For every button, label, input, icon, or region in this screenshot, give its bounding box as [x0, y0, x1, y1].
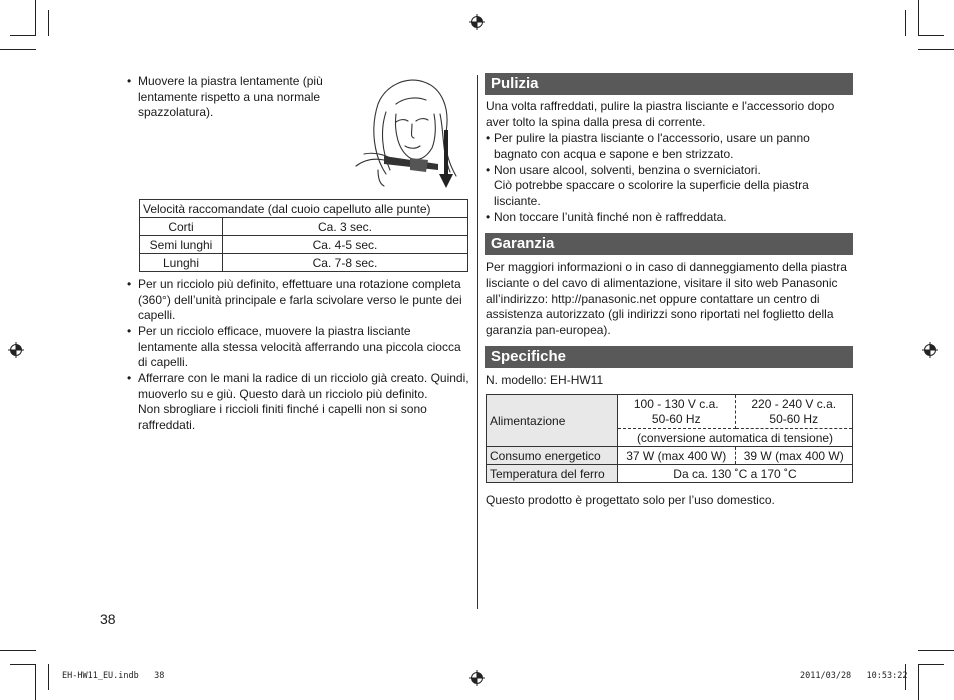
time-cell: Ca. 3 sec. — [223, 218, 468, 236]
model-number: N. modello: EH-HW11 — [486, 373, 604, 387]
tips-bullet-list — [127, 277, 470, 433]
section-heading-garanzia: Garanzia — [485, 233, 853, 255]
list-item-note: Non sbrogliare i riccioli finiti finché i capelli non si sono raffreddati. — [138, 402, 427, 432]
speed-table — [139, 199, 468, 272]
list-item-text: Non usare alcool, solventi, benzina o sverniciatori. — [494, 162, 761, 177]
time-cell: Ca. 7-8 sec. — [223, 254, 468, 272]
voltage-cell-a — [618, 395, 736, 429]
pulizia-intro: Una volta raffreddati, pulire la piastra lisciante e l'accessorio dopo aver tolto la spina dalla presa di corrente. — [486, 99, 835, 129]
list-item: • Per un ricciolo efficace, muovere la piastra lisciante lentamente alla stessa velocità afferrando una piccola ciocca di capelli. — [127, 324, 470, 371]
list-item: • Per pulire la piastra lisciante o l'accessorio, usare un panno bagnato con acqua e sapone e ben strizzato. — [486, 131, 852, 163]
intro-bullet: • Muovere la piastra lentamente (più lentamente rispetto a una normale spazzolatura). — [127, 74, 335, 121]
consumption-a: 37 W (max 400 W) — [618, 447, 736, 465]
section-heading-pulizia: Pulizia — [485, 73, 853, 95]
intro-bullet-list — [127, 74, 335, 121]
voltage-range-a: 100 - 130 V c.a. — [633, 396, 719, 411]
temperature-value: Da ca. 130 ˚C a 170 ˚C — [618, 465, 853, 483]
spec-label-consumo: Consumo energetico — [487, 447, 618, 465]
registration-mark-icon — [469, 670, 485, 686]
registration-mark-icon — [8, 342, 24, 358]
section-heading-specifiche: Specifiche — [485, 346, 853, 368]
auto-conversion-note: (conversione automatica di tensione) — [618, 429, 853, 447]
domestic-use-note: Questo prodotto è progettato solo per l’uso domestico. — [486, 493, 775, 507]
hair-length-cell: Semi lunghi — [140, 236, 223, 254]
spec-label-alimentazione: Alimentazione — [487, 395, 618, 447]
table-row — [487, 447, 853, 465]
voltage-range-b: 220 - 240 V c.a. — [751, 396, 837, 411]
footer-timestamp: 2011/03/28 10:53:22 — [800, 671, 908, 681]
frequency-b: 50-60 Hz — [769, 411, 819, 426]
frequency-a: 50-60 Hz — [651, 411, 701, 426]
pulizia-bullet-list — [486, 131, 852, 226]
column-divider — [477, 75, 478, 609]
time-cell: Ca. 4-5 sec. — [223, 236, 468, 254]
table-row — [140, 236, 468, 254]
garanzia-text: Per maggiori informazioni o in caso di danneggiamento della piastra lisciante o del cavo di alimentazione, visitare il sito web Panasonic all’indirizzo: http://panasonic.net oppure contattare un centro di assistenza autorizzato (gli indirizzi sono riportati nel foglietto della garanzia pan-europea). — [486, 260, 847, 338]
footer-file-name: EH-HW11_EU.indb 38 — [62, 671, 165, 681]
table-row — [140, 218, 468, 236]
table-row — [487, 465, 853, 483]
table-row — [487, 395, 853, 429]
list-item — [127, 371, 470, 433]
list-item-note: Ciò potrebbe spaccare o scolorire la superficie della piastra lisciante. — [494, 178, 809, 209]
hair-length-cell: Lunghi — [140, 254, 223, 272]
speed-table-header: Velocità raccomandate (dal cuoio capelluto alle punte) — [140, 200, 468, 218]
hair-length-cell: Corti — [140, 218, 223, 236]
registration-mark-icon — [469, 14, 485, 30]
registration-mark-icon — [922, 342, 938, 358]
list-item: • Non toccare l’unità finché non è raffreddata. — [486, 210, 852, 226]
specifications-table — [486, 394, 853, 483]
list-item-text: Afferrare con le mani la radice di un ricciolo già creato. Quindi, muoverlo su e giù. Questo darà un ricciolo più definito. — [138, 371, 469, 401]
consumption-b: 39 W (max 400 W) — [735, 447, 853, 465]
page-number: 38 — [100, 611, 116, 627]
hair-styling-illustration — [350, 74, 468, 194]
list-item: • Per un ricciolo più definito, effettuare una rotazione completa (360°) dell’unità principale e farla scivolare verso le punte dei capelli. — [127, 277, 470, 324]
table-row — [140, 254, 468, 272]
list-item — [486, 163, 852, 210]
voltage-cell-b — [735, 395, 853, 429]
spec-label-temperatura: Temperatura del ferro — [487, 465, 618, 483]
